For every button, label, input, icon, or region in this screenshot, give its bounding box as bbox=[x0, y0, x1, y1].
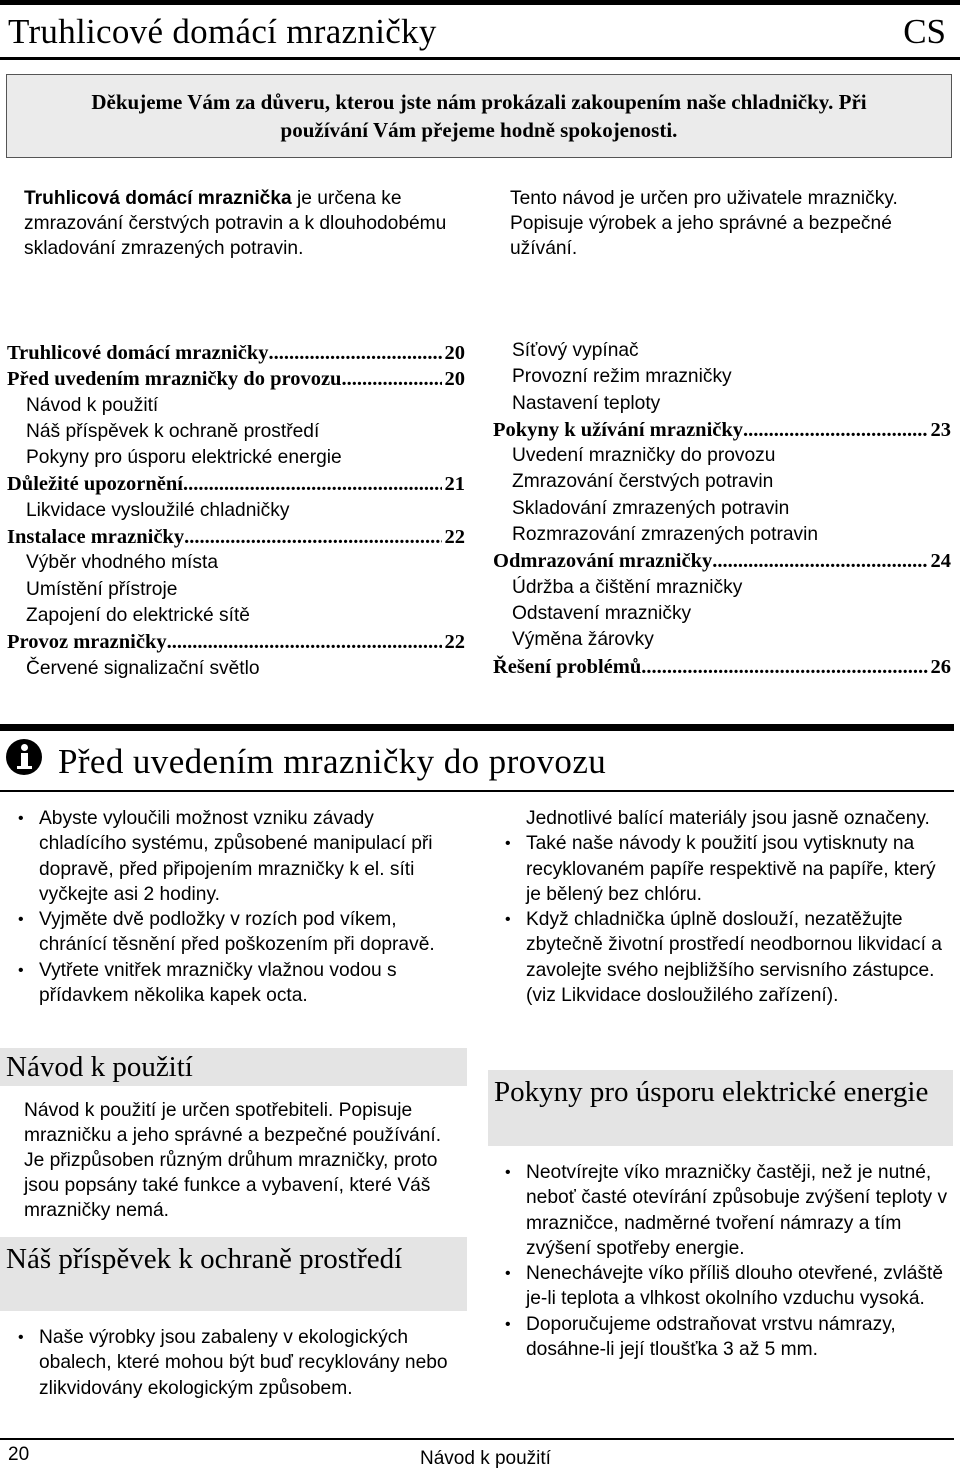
environment-continued bbox=[493, 806, 953, 1008]
toc-leader-dots bbox=[341, 366, 441, 392]
toc-entry bbox=[493, 417, 951, 443]
toc-leader-dots bbox=[184, 524, 441, 550]
toc-leader-dots bbox=[641, 654, 927, 680]
toc-leader-dots bbox=[183, 471, 442, 497]
toc-subentry: Odstavení mrazničky bbox=[512, 602, 692, 624]
intro-product-name: Truhlicová domácí mraznička bbox=[24, 188, 292, 209]
toc-subentry: Náš příspěvek k ochraně prostředí bbox=[26, 420, 320, 442]
footer-rule bbox=[0, 1438, 954, 1440]
environment-list bbox=[6, 1325, 466, 1401]
toc-entry bbox=[493, 548, 951, 574]
toc-entry bbox=[7, 524, 465, 550]
toc-entry-page: 21 bbox=[444, 473, 465, 496]
environment-list-continued bbox=[493, 831, 953, 1008]
toc-subentry: Nastavení teploty bbox=[512, 392, 661, 414]
info-icon bbox=[6, 739, 42, 775]
toc-entry bbox=[7, 471, 465, 497]
packaging-note: Jednotlivé balící materiály jsou jasně označeny. bbox=[526, 808, 930, 829]
toc-entry-page: 22 bbox=[444, 526, 465, 549]
list-item: • Vyjměte dvě podložky v rozích pod víkem, chránící těsnění před poškozením při dopravě. bbox=[18, 909, 435, 956]
toc-entry-label: Důležité upozornění bbox=[7, 473, 183, 496]
thank-you-line-2: používání Vám přejeme hodně spokojenosti. bbox=[280, 118, 678, 142]
toc-subentry: Rozmrazování zmrazených potravin bbox=[512, 524, 819, 546]
toc-subentry: Pokyny pro úsporu elektrické energie bbox=[26, 447, 342, 469]
footer-title: Návod k použití bbox=[420, 1448, 551, 1469]
toc-entry-page: 20 bbox=[444, 342, 465, 364]
toc-entry bbox=[493, 654, 951, 680]
list-item: • Když chladnička úplně doslouží, nezatěžujte zbytečně životní prostředí neodbornou likvidací a zavolejte svého nejbližšího servisního zástupce. (viz Likvidace dosloužilého zařízení). bbox=[505, 909, 942, 1007]
subheading-navod: Návod k použití bbox=[0, 1048, 467, 1086]
intro-left bbox=[24, 186, 464, 261]
toc-entry-label: Pokyny k užívání mrazničky bbox=[493, 418, 744, 441]
toc-entry-label: Řešení problémů bbox=[493, 655, 642, 678]
intro-right: Tento návod je určen pro uživatele mrazničky. Popisuje výrobek a jeho správné a bezpečné užívání. bbox=[510, 188, 898, 259]
toc-subentry: Údržba a čištění mrazničky bbox=[512, 576, 743, 598]
list-item: • Abyste vyloučili možnost vzniku závady chladícího systému, způsobené manipulací při dopravě, před připojením mrazničky k el. síti vyčkejte asi 2 hodiny. bbox=[18, 808, 433, 905]
section-title: Před uvedením mrazničky do provozu bbox=[58, 742, 607, 781]
toc-entry bbox=[7, 366, 465, 392]
list-item: • Nenechávejte víko příliš dlouho otevřené, zvláště je-li teplota a vlhkost okolního vzduchu vysoká. bbox=[505, 1263, 944, 1310]
toc-subentry: Návod k použití bbox=[26, 394, 159, 416]
toc-subentry: Červené signalizační světlo bbox=[26, 657, 260, 679]
toc-leader-dots bbox=[167, 629, 442, 655]
toc-entry-page: 26 bbox=[930, 655, 951, 678]
list-item: • Naše výrobky jsou zabaleny v ekologických obalech, které mohou být buď recyklovány nebo zlikvidovány ekologickým způsobem. bbox=[18, 1327, 448, 1399]
section-top-rule bbox=[0, 724, 954, 731]
toc-subentry: Zapojení do elektrické sítě bbox=[26, 604, 250, 626]
toc-subentry: Umístění přístroje bbox=[26, 578, 178, 600]
language-code: CS bbox=[903, 12, 946, 51]
preparation-list bbox=[6, 806, 466, 1008]
energy-saving-list bbox=[493, 1160, 953, 1362]
toc-leader-dots bbox=[269, 340, 442, 366]
toc-entry bbox=[7, 340, 465, 366]
toc-leader-dots bbox=[743, 417, 927, 443]
table-of-contents-left bbox=[7, 340, 465, 682]
toc-leader-dots bbox=[712, 548, 927, 574]
toc-entry-page: 20 bbox=[444, 368, 465, 391]
toc-subentry: Skladování zmrazených potravin bbox=[512, 497, 790, 519]
thank-you-box bbox=[6, 74, 952, 158]
toc-entry-label: Odmrazování mrazničky bbox=[493, 550, 713, 573]
page-number: 20 bbox=[8, 1444, 30, 1465]
toc-subentry: Likvidace vysloužilé chladničky bbox=[26, 499, 290, 521]
toc-entry-page: 22 bbox=[444, 631, 465, 654]
toc-entry-label: Před uvedením mrazničky do provozu bbox=[7, 368, 342, 391]
toc-subentry: Zmrazování čerstvých potravin bbox=[512, 471, 774, 493]
intro-left-text: je určena ke zmrazování čerstvých potravin a k dlouhodobému skladování zmrazených potravin. bbox=[24, 188, 447, 259]
toc-entry bbox=[7, 629, 465, 655]
document-title: Truhlicové domácí mrazničky bbox=[8, 12, 437, 51]
toc-subentry: Síťový vypínač bbox=[512, 340, 639, 361]
subheading-environment: Náš příspěvek k ochraně prostředí bbox=[0, 1237, 467, 1311]
navod-text: Návod k použití je určen spotřebiteli. Popisuje mrazničku a jeho správné a bezpečné používání. Je přizpůsoben různým drůhum mrazničky, proto jsou popsány také funkce a vybavení, které Váš mrazničky nemá. bbox=[24, 1100, 442, 1221]
toc-entry-page: 23 bbox=[930, 418, 951, 441]
toc-subentry: Uvedení mrazničky do provozu bbox=[512, 445, 776, 467]
toc-subentry: Provozní režim mrazničky bbox=[512, 366, 732, 388]
list-item: • Doporučujeme odstraňovat vrstvu námrazy, dosáhne-li její tloušťka 3 až 5 mm. bbox=[505, 1313, 896, 1361]
list-item: • Neotvírejte víko mrazničky častěji, než je nutné, neboť časté otevírání způsobuje zvýšení teploty v mrazničce, nadměrné tvoření námrazy a tím zvýšení spotřeby energie. bbox=[505, 1162, 948, 1259]
toc-subentry: Výběr vhodného místa bbox=[26, 552, 218, 574]
list-item: • Vytřete vnitřek mrazničky vlažnou vodou s přídavkem několika kapek octa. bbox=[18, 959, 397, 1007]
table-of-contents-right bbox=[493, 338, 951, 680]
toc-entry-label: Truhlicové domácí mrazničky bbox=[7, 342, 269, 364]
subheading-energy-saving: Pokyny pro úsporu elektrické energie bbox=[488, 1070, 953, 1146]
list-item: • Také naše návody k použití jsou vytisknuty na recyklovaném papíře respektivě na papíře, který je bělený bez chlóru. bbox=[505, 833, 936, 905]
toc-entry-label: Instalace mrazničky bbox=[7, 526, 185, 549]
toc-subentry: Výměna žárovky bbox=[512, 629, 654, 651]
toc-entry-page: 24 bbox=[930, 550, 951, 573]
section-underline bbox=[0, 790, 954, 792]
thank-you-line-1: Děkujeme Vám za důveru, kterou jste nám prokázali zakoupením naše chladničky. Při bbox=[91, 90, 867, 114]
toc-entry-label: Provoz mrazničky bbox=[7, 631, 167, 654]
